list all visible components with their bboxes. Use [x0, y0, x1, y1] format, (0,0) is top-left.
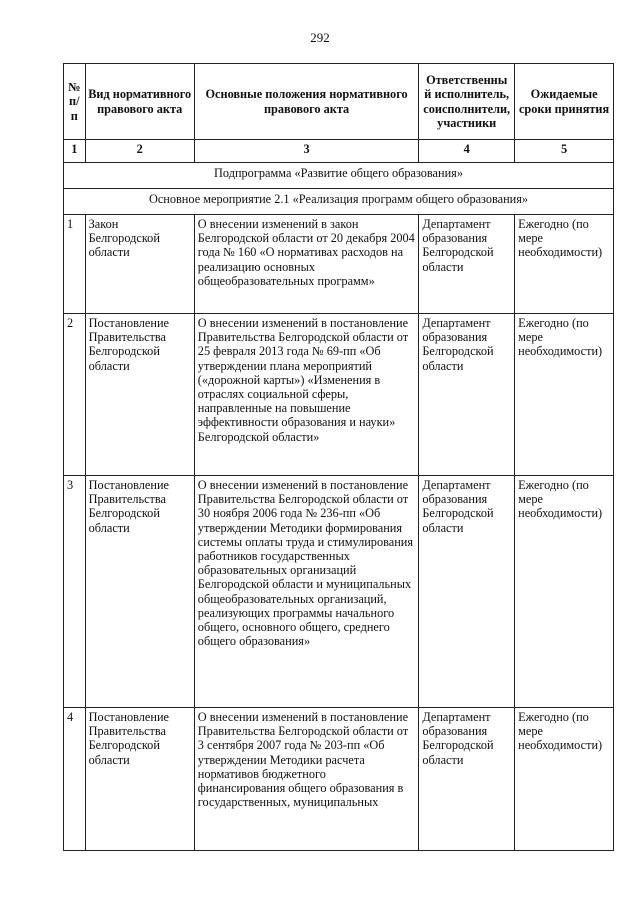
provisions-cell: О внесении изменений в закон Белгородской области от 20 декабря 2004 года № 160 «О нормативах расходов на реализацию основных общеобразовательных программ» [194, 215, 419, 314]
row-number: 1 [64, 215, 86, 314]
main-activity-title: Основное мероприятие 2.1 «Реализация программ общего образования» [64, 189, 614, 215]
deadline-cell: Ежегодно (по мере необходимости) [515, 314, 614, 476]
deadline-cell: Ежегодно (по мере необходимости) [515, 708, 614, 851]
table-row [64, 314, 614, 476]
table-header-row [64, 64, 614, 140]
executor-cell: Департамент образования Белгородской области [419, 215, 515, 314]
act-type-cell: Закон Белгородской области [85, 215, 194, 314]
main-activity-row [64, 189, 614, 215]
executor-cell: Департамент образования Белгородской области [419, 476, 515, 708]
table-row [64, 708, 614, 851]
header-provisions: Основные положения нормативного правового акта [194, 64, 419, 140]
table-row [64, 476, 614, 708]
act-type-cell: Постановление Правительства Белгородской области [85, 476, 194, 708]
provisions-cell: О внесении изменений в постановление Правительства Белгородской области от 30 ноября 2006 года № 236-пп «Об утверждении Методики формирования системы оплаты труда и стимулирования работников государственных образовательных организаций Белгородской области и муниципальных общеобразовательных организаций, реализующих программы начального общего, основного общего, среднего общего образования» [194, 476, 419, 708]
deadline-cell: Ежегодно (по мере необходимости) [515, 215, 614, 314]
executor-cell: Департамент образования Белгородской области [419, 708, 515, 851]
provisions-cell: О внесении изменений в постановление Правительства Белгородской области от 25 февраля 2013 года № 69-пп «Об утверждении плана мероприятий («дорожной карты») «Изменения в отраслях социальной сферы, направленные на повышение эффективности образования и науки» Белгородской области» [194, 314, 419, 476]
act-type-cell: Постановление Правительства Белгородской области [85, 708, 194, 851]
provisions-cell: О внесении изменений в постановление Правительства Белгородской области от 3 сентября 2007 года № 203-пп «Об утверждении Методики расчета нормативов бюджетного финансирования общего образования в государственных, муниципальных [194, 708, 419, 851]
page-number: 292 [310, 30, 330, 45]
column-number-row [64, 140, 614, 163]
header-act-type: Вид нормативного правового акта [85, 64, 194, 140]
deadline-cell: Ежегодно (по мере необходимости) [515, 476, 614, 708]
header-number: № п/п [64, 64, 86, 140]
subprogram-title: Подпрограмма «Развитие общего образования» [64, 163, 614, 189]
column-number: 4 [419, 140, 515, 163]
legal-acts-table [63, 63, 614, 851]
executor-cell: Департамент образования Белгородской области [419, 314, 515, 476]
column-number: 5 [515, 140, 614, 163]
subprogram-row [64, 163, 614, 189]
column-number: 1 [64, 140, 86, 163]
header-executor: Ответственны й исполнитель, соисполнители, участники [419, 64, 515, 140]
column-number: 3 [194, 140, 419, 163]
row-number: 2 [64, 314, 86, 476]
act-type-cell: Постановление Правительства Белгородской области [85, 314, 194, 476]
header-deadline: Ожидаемые сроки принятия [515, 64, 614, 140]
row-number: 3 [64, 476, 86, 708]
table-row [64, 215, 614, 314]
column-number: 2 [85, 140, 194, 163]
row-number: 4 [64, 708, 86, 851]
